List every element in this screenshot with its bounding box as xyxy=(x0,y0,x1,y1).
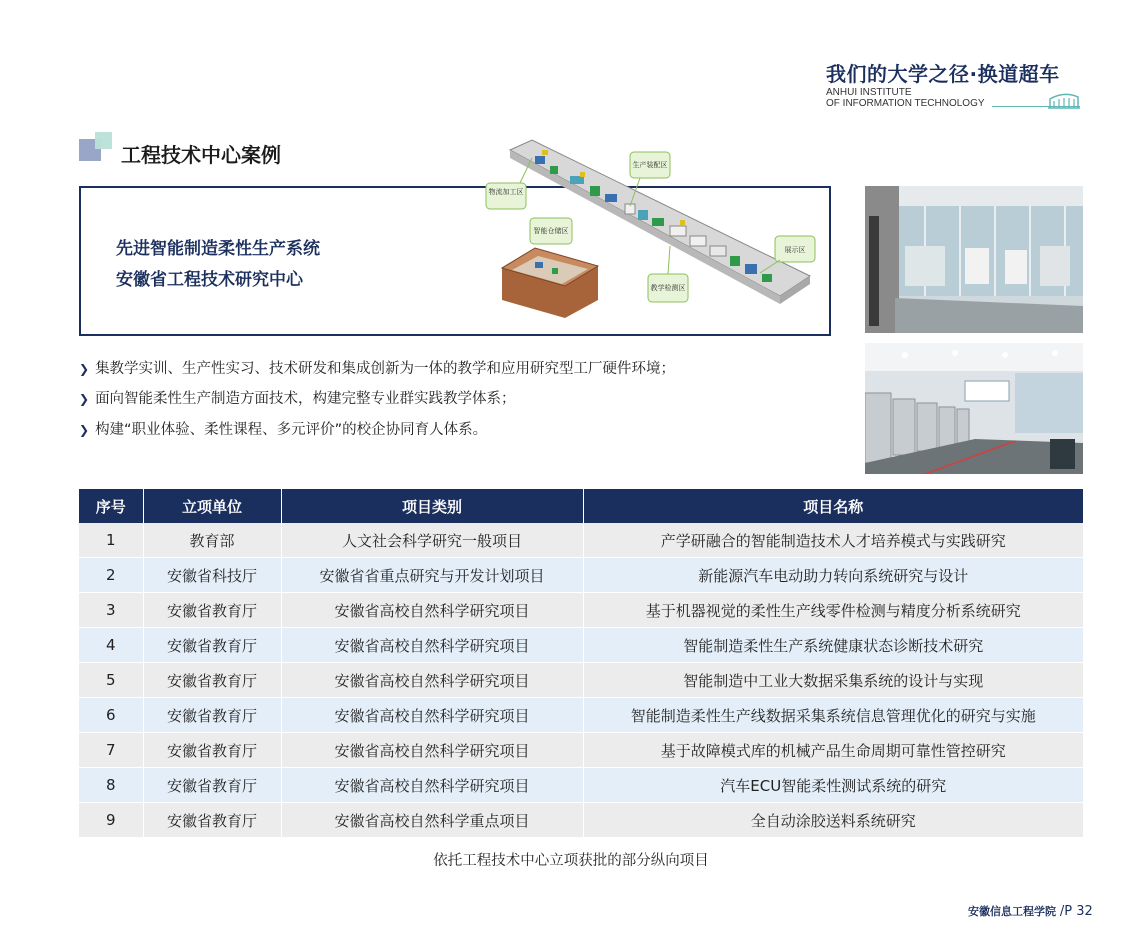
page-footer xyxy=(968,903,1093,919)
campus-building-icon xyxy=(1048,90,1080,110)
header-english-name: ANHUI INSTITUTE OF INFORMATION TECHNOLOGY xyxy=(826,87,985,109)
table-row: 9 安徽省教育厅 安徽省高校自然科学重点项目 全自动涂胶送料系统研究 xyxy=(79,803,1083,838)
table-row: 3 安徽省教育厅 安徽省高校自然科学研究项目 基于机器视觉的柔性生产线零件检测与精度分析系统研究 xyxy=(79,593,1083,628)
diagram-label-area4: 展示区 xyxy=(784,246,806,254)
table-row: 5 安徽省教育厅 安徽省高校自然科学研究项目 智能制造中工业大数据采集系统的设计与实现 xyxy=(79,663,1083,698)
diagram-label-area5: 教学检测区 xyxy=(650,284,686,292)
table-header-row xyxy=(79,489,1083,523)
training-hall-photo xyxy=(865,343,1083,474)
bullet-item: ❯ 面向智能柔性生产制造方面技术，构建完整专业群实践教学体系； xyxy=(79,391,516,407)
section-title: 工程技术中心案例 xyxy=(121,143,281,167)
table-row: 1 教育部 人文社会科学研究一般项目 产学研融合的智能制造技术人才培养模式与实践研究 xyxy=(79,523,1083,558)
column-header-project-name: 项目名称 xyxy=(583,489,1083,523)
footer-school-name: 安徽信息工程学院 xyxy=(968,905,1056,918)
case-title-line1: 先进智能制造柔性生产系统 xyxy=(116,239,320,259)
factory-layout-illustration xyxy=(480,128,825,318)
diagram-label-area3: 智能仓储区 xyxy=(533,227,569,235)
chevron-right-icon: ❯ xyxy=(79,423,90,437)
chevron-right-icon: ❯ xyxy=(79,362,90,376)
project-table xyxy=(79,489,1083,838)
column-header-index: 序号 xyxy=(79,489,143,523)
page-number: /P 32 xyxy=(1059,904,1093,919)
table-row: 8 安徽省教育厅 安徽省高校自然科学研究项目 汽车ECU智能柔性测试系统的研究 xyxy=(79,768,1083,803)
case-title-line2: 安徽省工程技术研究中心 xyxy=(116,270,303,290)
column-header-unit: 立项单位 xyxy=(143,489,281,523)
column-header-category: 项目类别 xyxy=(281,489,583,523)
chevron-right-icon: ❯ xyxy=(79,392,90,406)
section-marker-square-accent xyxy=(95,132,112,149)
bullet-item: ❯ 构建“职业体验、柔性课程、多元评价”的校企协同育人体系。 xyxy=(79,422,488,438)
bullet-item: ❯ 集教学实训、生产性实习、技术研发和集成创新为一体的教学和应用研究型工厂硬件环境； xyxy=(79,361,676,377)
table-row: 2 安徽省科技厅 安徽省省重点研究与开发计划项目 新能源汽车电动助力转向系统研究与设计 xyxy=(79,558,1083,593)
table-row: 6 安徽省教育厅 安徽省高校自然科学研究项目 智能制造柔性生产线数据采集系统信息管理优化的研究与实施 xyxy=(79,698,1083,733)
diagram-label-area2: 生产装配区 xyxy=(632,161,668,169)
diagram-label-area1: 物流加工区 xyxy=(488,188,524,196)
header-title: 我们的大学之径·换道超车 xyxy=(826,62,1060,86)
table-row: 4 安徽省教育厅 安徽省高校自然科学研究项目 智能制造柔性生产系统健康状态诊断技术研究 xyxy=(79,628,1083,663)
table-row: 7 安徽省教育厅 安徽省高校自然科学研究项目 基于故障模式库的机械产品生命周期可靠性管控研究 xyxy=(79,733,1083,768)
lab-corridor-photo xyxy=(865,186,1083,333)
table-caption: 依托工程技术中心立项获批的部分纵向项目 xyxy=(433,853,709,869)
